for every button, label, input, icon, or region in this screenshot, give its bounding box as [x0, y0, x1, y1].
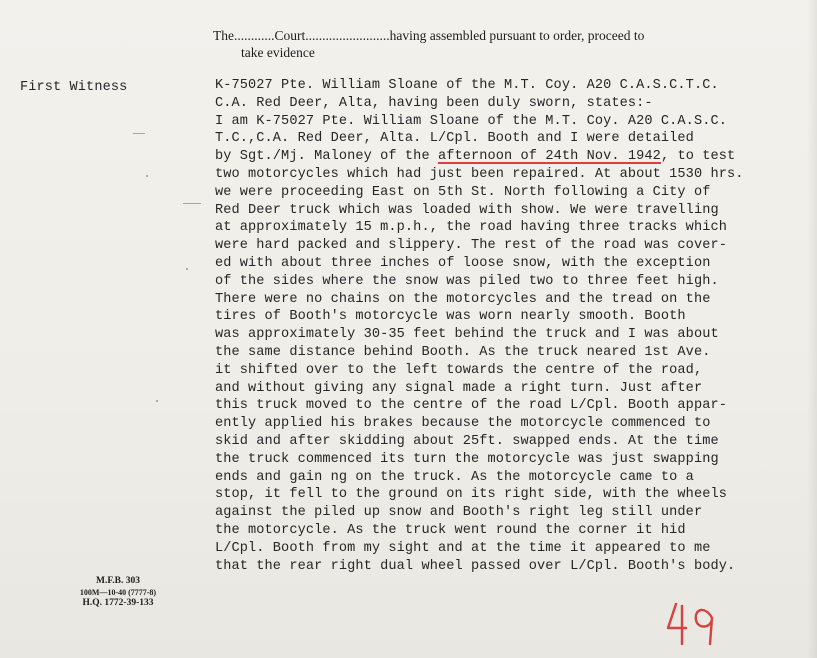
testimony-line: ently applied his brakes because the motorcycle commenced to [215, 416, 711, 432]
testimony-line: L/Cpl. Booth from my sight and at the time it appeared to me [215, 540, 711, 556]
header-line-2: take evidence [241, 45, 315, 60]
testimony-line: against the piled up snow and Booth's right leg still under [215, 505, 703, 521]
margin-tick [183, 203, 201, 204]
testimony-line: we were proceeding East on 5th St. North following a City of [215, 184, 711, 200]
hq-reference: H.Q. 1772-39-133 [82, 598, 154, 608]
testimony-line: I am K-75027 Pte. William Sloane of the M.T. Coy. A20 C.A.S.C. [215, 113, 727, 129]
testimony-line: stop, it fell to the ground on its right side, with the wheels [215, 487, 727, 503]
header-line-1: The............Court.........................having assembled pursuant to order, proceed to [213, 28, 645, 43]
margin-dot [156, 400, 158, 402]
testimony-line-underlined [215, 148, 743, 166]
underlined-line-before: by Sgt./Mj. Maloney of the [215, 149, 438, 165]
testimony-body [215, 77, 743, 575]
testimony-line: the truck commenced its turn the motorcycle was just swapping [215, 451, 719, 467]
testimony-line: Red Deer truck which was loaded with show. We were travelling [215, 202, 719, 218]
testimony-line: the same distance behind Booth. As the truck neared 1st Ave. [215, 344, 711, 360]
testimony-line: at approximately 15 m.p.h., the road having three tracks which [215, 220, 727, 236]
testimony-line: C.A. Red Deer, Alta, having been duly sworn, states:- [215, 95, 653, 111]
red-underlined-date: afternoon of 24th Nov. 1942 [437, 149, 661, 165]
testimony-line: were hard packed and slippery. The rest of the road was cover- [215, 238, 727, 254]
underlined-line-after: , to test [660, 149, 736, 165]
testimony-line: skid and after skidding about 25ft. swapped ends. At the time [215, 433, 719, 449]
testimony-line: that the rear right dual wheel passed over L/Cpl. Booth's body. [215, 558, 736, 574]
testimony-line: this truck moved to the centre of the road L/Cpl. Booth appar- [215, 398, 727, 414]
testimony-line: There were no chains on the motorcycles and the tread on the [215, 291, 711, 307]
page-edge-shadow [807, 0, 817, 658]
margin-dot [186, 268, 188, 270]
testimony-line: T.C.,C.A. Red Deer, Alta. L/Cpl. Booth and I were detailed [215, 131, 694, 147]
testimony-line: was approximately 30-35 feet behind the truck and I was about [215, 327, 719, 343]
testimony-line: and without giving any signal made a right turn. Just after [215, 380, 703, 396]
handwritten-page-number [662, 598, 732, 648]
form-number-footer [58, 576, 178, 609]
form-number: M.F.B. 303 [96, 576, 140, 586]
margin-dot [146, 175, 148, 177]
testimony-line: it shifted over to the left towards the centre of the road, [215, 362, 703, 378]
print-run: 100M—10-40 (7777-8) [79, 588, 157, 597]
testimony-line: the motorcycle. As the truck went round the corner it hid [215, 522, 686, 538]
testimony-line: two motorcycles which had just been repaired. At about 1530 hrs. [215, 166, 744, 182]
testimony-line: tires of Booth's motorcycle was worn nearly smooth. Booth [215, 309, 686, 325]
testimony-line: ends and gain ng on the truck. As the motorcycle came to a [215, 469, 694, 485]
testimony-line: K-75027 Pte. William Sloane of the M.T. Coy. A20 C.A.S.C.T.C. [215, 78, 719, 93]
margin-tick [133, 133, 145, 134]
testimony-line: ed with about three inches of loose snow, with the exception [215, 255, 711, 271]
testimony-line: of the sides where the snow was piled two to three feet high. [215, 273, 719, 289]
margin-label-first-witness: First Witness [20, 80, 128, 95]
